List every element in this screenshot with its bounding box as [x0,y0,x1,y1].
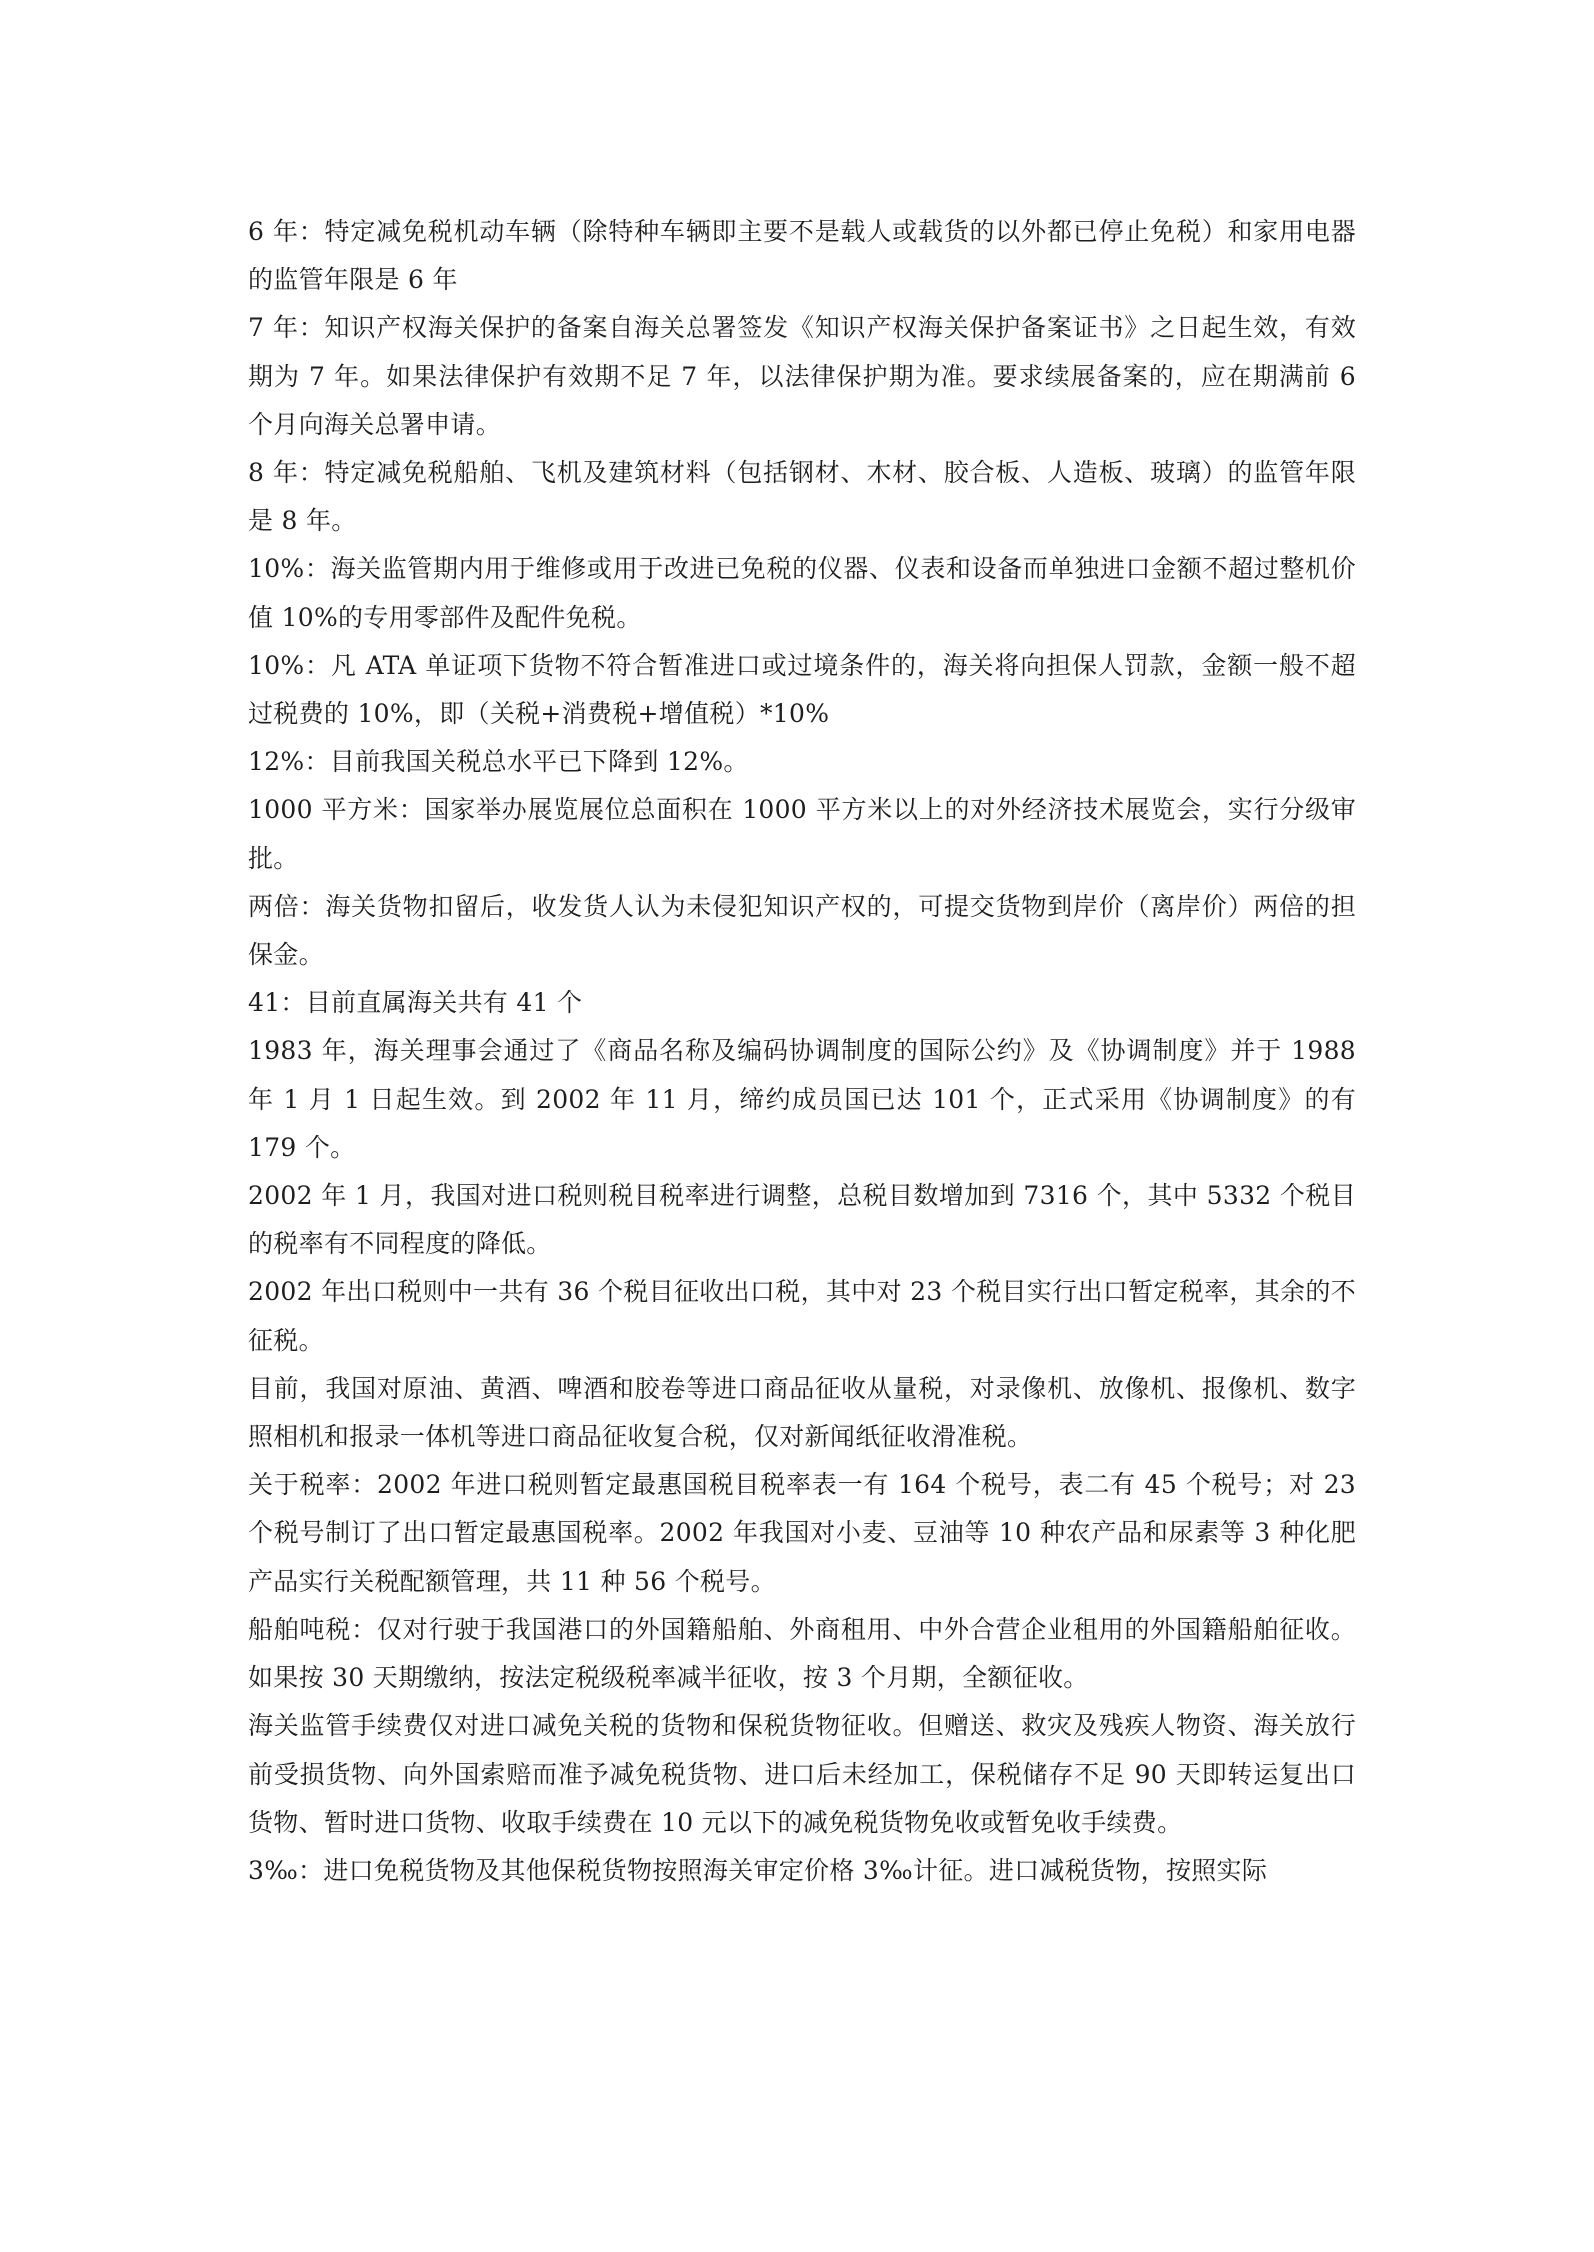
paragraph-tax-types: 目前，我国对原油、黄酒、啤酒和胶卷等进口商品征收从量税，对录像机、放像机、报像机、数字照相机和报录一体机等进口商品征收复合税，仅对新闻纸征收滑准税。 [248,1373,1356,1452]
paragraph-41-customs: 41：目前直属海关共有 41 个 [248,988,583,1018]
paragraph-7-years: 7 年：知识产权海关保护的备案自海关总署签发《知识产权海关保护备案证书》之日起生效，有效期为 7 年。如果法律保护有效期不足 7 年，以法律保护期为准。要求续展备案的，应在期满前 6 个月向海关总署申请。 [248,313,1356,439]
paragraph-3-permille: 3‰：进口免税货物及其他保税货物按照海关审定价格 3‰计征。进口减税货物，按照实际 [248,1855,1268,1885]
paragraph-2002-export-tariff: 2002 年出口税则中一共有 36 个税目征收出口税，其中对 23 个税目实行出口暂定税率，其余的不征税。 [248,1277,1356,1355]
paragraph-1000-sqm: 1000 平方米：国家举办展览展位总面积在 1000 平方米以上的对外经济技术展览会，实行分级审批。 [248,795,1356,873]
paragraph-tax-rates: 关于税率：2002 年进口税则暂定最惠国税目税率表一有 164 个税号，表二有 45 个税号；对 23 个税号制订了出口暂定最惠国税率。2002 年我国对小麦、豆油等 10 种农产品和尿素等 3 种化肥产品实行关税配额管理，共 11 种 56 个税号。 [248,1470,1356,1596]
document-body [248,208,1356,1895]
paragraph-double-guarantee: 两倍：海关货物扣留后，收发货人认为未侵犯知识产权的，可提交货物到岸价（离岸价）两倍的担保金。 [248,891,1356,970]
paragraph-supervision-fee: 海关监管手续费仅对进口减免关税的货物和保税货物征收。但赠送、救灾及残疾人物资、海关放行前受损货物、向外国索赔而准予减免税货物、进口后未经加工，保税储存不足 90 天即转运复出口货物、暂时进口货物、收取手续费在 10 元以下的减免税货物免收或暂免收手续费。 [248,1711,1356,1837]
paragraph-tonnage-dues: 船舶吨税：仅对行驶于我国港口的外国籍船舶、外商租用、中外合营企业租用的外国籍船舶征收。如果按 30 天期缴纳，按法定税级税率减半征收，按 3 个月期，全额征收。 [248,1614,1356,1693]
paragraph-8-years: 8 年：特定减免税船舶、飞机及建筑材料（包括钢材、木材、胶合板、人造板、玻璃）的监管年限是 8 年。 [248,458,1356,536]
paragraph-12-percent: 12%：目前我国关税总水平已下降到 12%。 [248,747,749,777]
paragraph-1983-hs: 1983 年，海关理事会通过了《商品名称及编码协调制度的国际公约》及《协调制度》并于 1988 年 1 月 1 日起生效。到 2002 年 11 月，缔约成员国已达 101 个，正式采用《协调制度》的有 179 个。 [248,1036,1356,1162]
paragraph-10-percent-ata: 10%：凡 ATA 单证项下货物不符合暂准进口或过境条件的，海关将向担保人罚款，金额一般不超过税费的 10%，即（关税+消费税+增值税）*10% [248,650,1356,729]
paragraph-2002-import-tariff: 2002 年 1 月，我国对进口税则税目税率进行调整，总税目数增加到 7316 个，其中 5332 个税目的税率有不同程度的降低。 [248,1181,1356,1259]
paragraph-6-years: 6 年：特定减免税机动车辆（除特种车辆即主要不是载人或载货的以外都已停止免税）和家用电器的监管年限是 6 年 [248,217,1356,295]
paragraph-10-percent-parts: 10%：海关监管期内用于维修或用于改进已免税的仪器、仪表和设备而单独进口金额不超过整机价值 10%的专用零部件及配件免税。 [248,554,1356,632]
